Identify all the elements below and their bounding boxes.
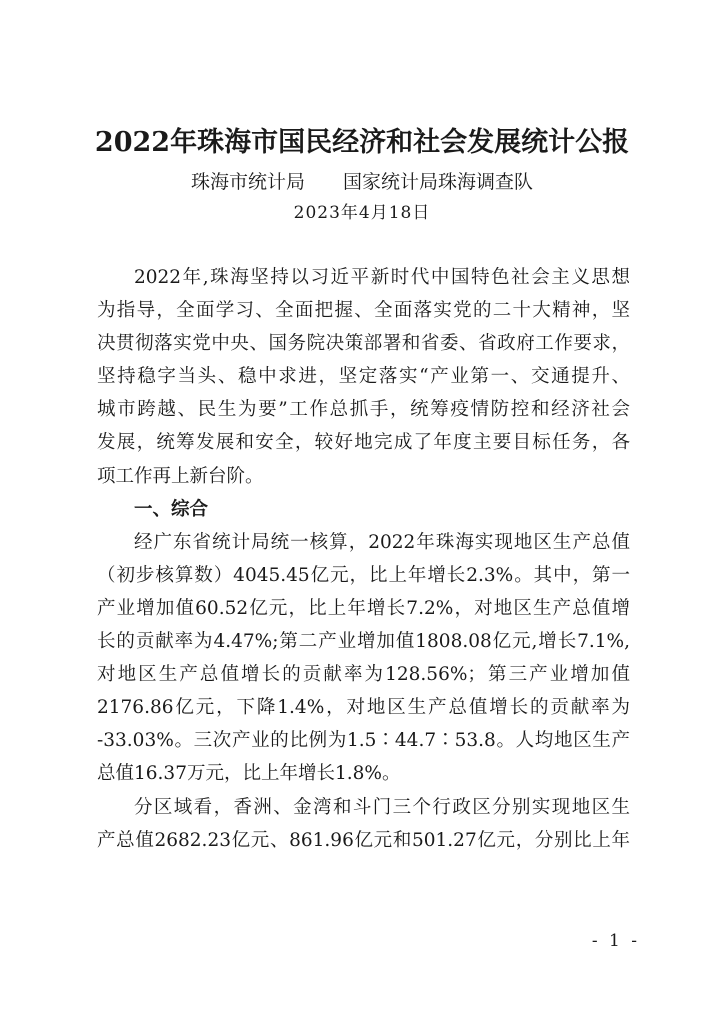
publication-date: 2023年4月18日 xyxy=(293,203,431,223)
paragraph-line: 分区域看，香洲、金湾和斗门三个行政区分别实现地区生 xyxy=(134,796,630,818)
paragraph-line: -33.03%。三次产业的比例为1.5∶44.7∶53.8。人均地区生产 xyxy=(97,730,630,752)
issuer-survey-team: 国家统计局珠海调查队 xyxy=(343,171,534,193)
section-heading-overview: 一、综合 xyxy=(134,498,209,520)
paragraph-line: 长的贡献率为4.47%;第二产业增加值1808.08亿元,增长7.1%, xyxy=(97,631,630,653)
report-body xyxy=(97,261,630,857)
paragraph-line: 坚持稳字当头、稳中求进，坚定落实“产业第一、交通提升、 xyxy=(97,366,630,388)
gdp-paragraph xyxy=(97,526,630,791)
paragraph-line: 经广东省统计局统一核算，2022年珠海实现地区生产总值 xyxy=(134,531,630,553)
paragraph-line: 2176.86亿元，下降1.4%，对地区生产总值增长的贡献率为 xyxy=(97,697,630,719)
paragraph-line: 产业增加值60.52亿元，比上年增长7.2%，对地区生产总值增 xyxy=(97,597,630,619)
paragraph-line: 决贯彻落实党中央、国务院决策部署和省委、省政府工作要求， xyxy=(97,333,630,355)
paragraph-line: 产总值2682.23亿元、861.96亿元和501.27亿元，分别比上年 xyxy=(97,829,630,851)
paragraph-line: 总值16.37万元，比上年增长1.8%。 xyxy=(97,763,401,785)
paragraph-line: 为指导，全面学习、全面把握、全面落实党的二十大精神，坚 xyxy=(97,300,630,322)
paragraph-line: 对地区生产总值增长的贡献率为128.56%；第三产业增加值 xyxy=(97,664,630,686)
regional-paragraph xyxy=(97,791,630,857)
paragraph-line: 2022年,珠海坚持以习近平新时代中国特色社会主义思想 xyxy=(134,267,630,288)
paragraph-line: 项工作再上新台阶。 xyxy=(97,465,264,487)
intro-paragraph xyxy=(97,261,630,493)
paragraph-line: （初步核算数）4045.45亿元，比上年增长2.3%。其中，第一 xyxy=(97,564,630,586)
issuer-statistics-bureau: 珠海市统计局 xyxy=(190,171,305,193)
paragraph-line: 发展，统筹发展和安全，较好地完成了年度主要目标任务，各 xyxy=(97,432,630,454)
page-number: - 1 - xyxy=(591,931,640,951)
paragraph-line: 城市跨越、民生为要”工作总抓手，统筹疫情防控和经济社会 xyxy=(97,399,630,421)
report-title: 2022年珠海市国民经济和社会发展统计公报 xyxy=(94,127,630,158)
issuer-line xyxy=(0,169,724,195)
